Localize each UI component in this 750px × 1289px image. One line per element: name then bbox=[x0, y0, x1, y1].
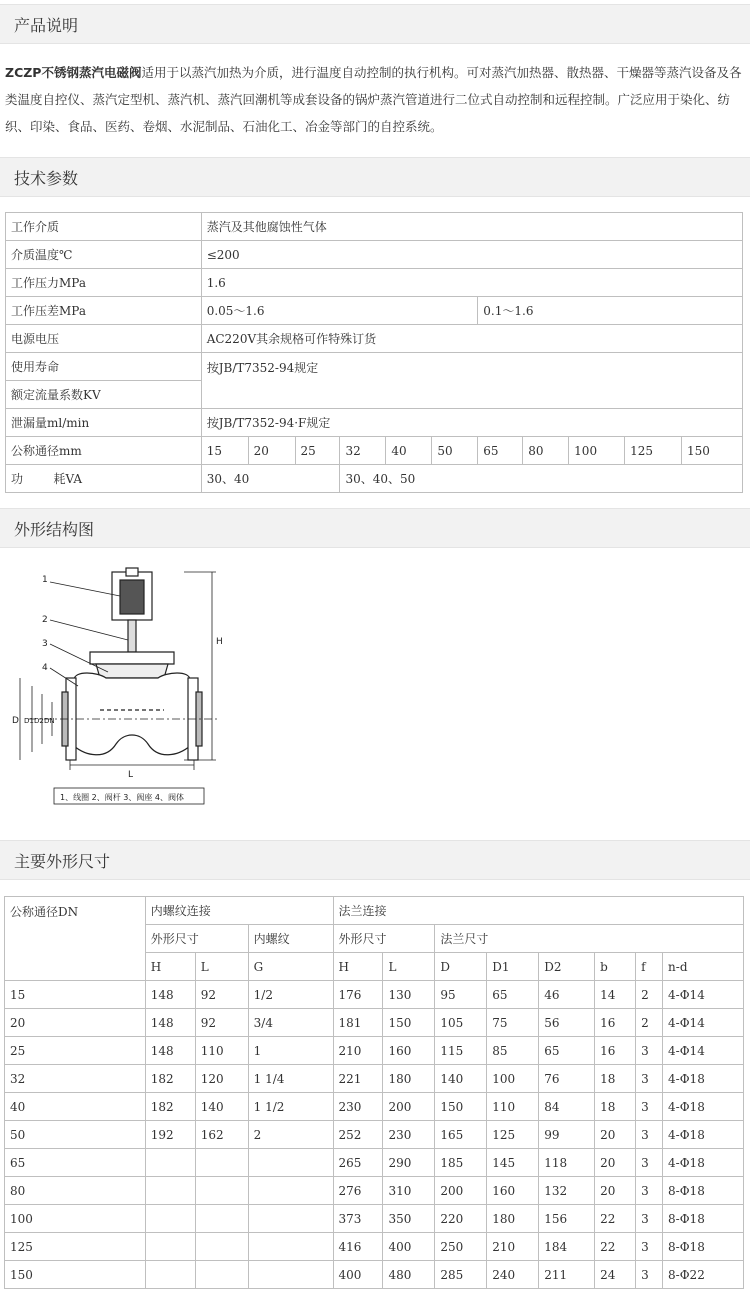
dim-label-l: L bbox=[128, 770, 134, 780]
table-cell: 4-Φ14 bbox=[663, 1009, 744, 1037]
table-row bbox=[5, 1121, 744, 1149]
table-cell: 18 bbox=[595, 1065, 636, 1093]
table-cell: 3 bbox=[636, 1065, 663, 1093]
table-cell: 148 bbox=[145, 1009, 195, 1037]
param-label: 电源电压 bbox=[6, 325, 202, 353]
table-cell: 2 bbox=[636, 1009, 663, 1037]
table-cell bbox=[248, 1177, 333, 1205]
section-header-tech bbox=[0, 157, 750, 197]
header-outline: 外形尺寸 bbox=[333, 925, 435, 953]
table-cell: 95 bbox=[435, 981, 487, 1009]
dn-cell: 15 bbox=[5, 981, 146, 1009]
table-cell: 185 bbox=[435, 1149, 487, 1177]
dn-cell: 80 bbox=[5, 1177, 146, 1205]
table-cell: 221 bbox=[333, 1065, 383, 1093]
table-cell: 100 bbox=[487, 1065, 539, 1093]
table-cell bbox=[248, 1261, 333, 1289]
table-cell: 148 bbox=[145, 1037, 195, 1065]
callout-3: 3 bbox=[42, 639, 48, 649]
table-cell: 1/2 bbox=[248, 981, 333, 1009]
table-cell bbox=[248, 1149, 333, 1177]
table-cell: 115 bbox=[435, 1037, 487, 1065]
intro-paragraph bbox=[0, 50, 750, 140]
table-cell: 1 bbox=[248, 1037, 333, 1065]
dn-cell: 50 bbox=[5, 1121, 146, 1149]
table-cell: 181 bbox=[333, 1009, 383, 1037]
table-cell: 150 bbox=[383, 1009, 435, 1037]
param-value: 0.1～1.6 bbox=[478, 297, 743, 325]
table-cell: 20 bbox=[595, 1149, 636, 1177]
valve-structure-diagram bbox=[8, 560, 233, 810]
dn-cell: 125 bbox=[5, 1233, 146, 1261]
dn-value: 40 bbox=[386, 437, 432, 465]
column-header: D2 bbox=[539, 953, 595, 981]
table-row bbox=[5, 1149, 744, 1177]
param-value: 按JB/T7352-94规定 bbox=[201, 353, 742, 409]
table-cell: 125 bbox=[487, 1121, 539, 1149]
table-cell: 156 bbox=[539, 1205, 595, 1233]
table-row bbox=[6, 353, 743, 381]
table-cell: 14 bbox=[595, 981, 636, 1009]
dn-value: 20 bbox=[248, 437, 295, 465]
table-cell: 290 bbox=[383, 1149, 435, 1177]
dn-cell: 20 bbox=[5, 1009, 146, 1037]
dn-value: 150 bbox=[682, 437, 743, 465]
table-cell: 4-Φ14 bbox=[663, 981, 744, 1009]
table-row bbox=[6, 269, 743, 297]
table-cell: 210 bbox=[487, 1233, 539, 1261]
table-cell: 1 1/4 bbox=[248, 1065, 333, 1093]
table-row bbox=[6, 241, 743, 269]
dn-value: 100 bbox=[569, 437, 625, 465]
table-cell: 16 bbox=[595, 1037, 636, 1065]
table-cell: 3 bbox=[636, 1037, 663, 1065]
section-title: 主要外形尺寸 bbox=[14, 851, 111, 871]
table-cell: 182 bbox=[145, 1093, 195, 1121]
section-header-intro bbox=[0, 4, 750, 44]
table-cell: 285 bbox=[435, 1261, 487, 1289]
table-cell: 4-Φ14 bbox=[663, 1037, 744, 1065]
param-value: 30、40、50 bbox=[340, 465, 743, 493]
table-cell: 99 bbox=[539, 1121, 595, 1149]
param-value: ≤200 bbox=[201, 241, 742, 269]
section-header-diagram bbox=[0, 508, 750, 548]
column-header: L bbox=[195, 953, 248, 981]
dn-cell: 100 bbox=[5, 1205, 146, 1233]
table-cell: 130 bbox=[383, 981, 435, 1009]
table-cell: 276 bbox=[333, 1177, 383, 1205]
table-cell: 3 bbox=[636, 1233, 663, 1261]
table-cell: 20 bbox=[595, 1177, 636, 1205]
param-label: 额定流量系数KV bbox=[6, 381, 202, 409]
table-cell: 16 bbox=[595, 1009, 636, 1037]
table-cell: 252 bbox=[333, 1121, 383, 1149]
table-cell bbox=[195, 1233, 248, 1261]
table-cell: 145 bbox=[487, 1149, 539, 1177]
table-cell: 3 bbox=[636, 1205, 663, 1233]
table-cell bbox=[145, 1149, 195, 1177]
table-cell: 180 bbox=[487, 1205, 539, 1233]
table-cell: 4-Φ18 bbox=[663, 1093, 744, 1121]
table-cell: 373 bbox=[333, 1205, 383, 1233]
table-row bbox=[5, 1205, 744, 1233]
diagram-legend: 1、线圈 2、阀杆 3、阀座 4、阀体 bbox=[60, 793, 184, 802]
table-cell: 56 bbox=[539, 1009, 595, 1037]
table-cell: 240 bbox=[487, 1261, 539, 1289]
table-cell: 192 bbox=[145, 1121, 195, 1149]
table-cell: 92 bbox=[195, 981, 248, 1009]
table-cell: 22 bbox=[595, 1233, 636, 1261]
table-cell: 85 bbox=[487, 1037, 539, 1065]
table-cell: 265 bbox=[333, 1149, 383, 1177]
table-cell: 75 bbox=[487, 1009, 539, 1037]
column-header: n-d bbox=[663, 953, 744, 981]
header-thread: 内螺纹连接 bbox=[145, 897, 333, 925]
table-cell: 18 bbox=[595, 1093, 636, 1121]
param-value: AC220V其余规格可作特殊订货 bbox=[201, 325, 742, 353]
param-label: 工作压差MPa bbox=[6, 297, 202, 325]
param-value: 30、40 bbox=[201, 465, 340, 493]
column-header: D bbox=[435, 953, 487, 981]
table-cell: 76 bbox=[539, 1065, 595, 1093]
dim-label-h: H bbox=[216, 637, 223, 647]
param-label: 泄漏量ml/min bbox=[6, 409, 202, 437]
table-row bbox=[6, 437, 743, 465]
table-cell: 92 bbox=[195, 1009, 248, 1037]
section-header-dims bbox=[0, 840, 750, 880]
table-cell: 150 bbox=[435, 1093, 487, 1121]
dim-label-d: D bbox=[12, 716, 19, 726]
table-cell: 65 bbox=[487, 981, 539, 1009]
table-row bbox=[5, 897, 744, 925]
table-cell: 160 bbox=[487, 1177, 539, 1205]
dn-value: 65 bbox=[478, 437, 523, 465]
dn-cell: 40 bbox=[5, 1093, 146, 1121]
table-cell: 2 bbox=[636, 981, 663, 1009]
table-cell bbox=[195, 1205, 248, 1233]
table-cell: 165 bbox=[435, 1121, 487, 1149]
table-row bbox=[6, 325, 743, 353]
table-cell: 140 bbox=[435, 1065, 487, 1093]
product-name: ZCZP不锈钢蒸汽电磁阀 bbox=[5, 65, 142, 80]
dn-value: 32 bbox=[340, 437, 386, 465]
dn-value: 50 bbox=[432, 437, 478, 465]
table-cell: 220 bbox=[435, 1205, 487, 1233]
table-cell: 46 bbox=[539, 981, 595, 1009]
param-value: 1.6 bbox=[201, 269, 742, 297]
callout-4: 4 bbox=[42, 663, 48, 673]
table-cell: 24 bbox=[595, 1261, 636, 1289]
table-cell: 65 bbox=[539, 1037, 595, 1065]
dn-value: 15 bbox=[201, 437, 248, 465]
table-row bbox=[5, 1093, 744, 1121]
table-cell bbox=[145, 1205, 195, 1233]
table-cell: 3 bbox=[636, 1149, 663, 1177]
table-cell: 211 bbox=[539, 1261, 595, 1289]
table-row bbox=[6, 297, 743, 325]
table-cell: 22 bbox=[595, 1205, 636, 1233]
header-flange: 法兰连接 bbox=[333, 897, 744, 925]
table-cell bbox=[248, 1205, 333, 1233]
dim-label-d2: D2 bbox=[34, 717, 44, 725]
column-header: H bbox=[145, 953, 195, 981]
column-header: L bbox=[383, 953, 435, 981]
table-cell: 3 bbox=[636, 1093, 663, 1121]
table-cell: 160 bbox=[383, 1037, 435, 1065]
table-cell bbox=[195, 1261, 248, 1289]
tech-params-table bbox=[5, 212, 743, 493]
param-value: 按JB/T7352-94·F规定 bbox=[201, 409, 742, 437]
header-flange-size: 法兰尺寸 bbox=[435, 925, 744, 953]
table-cell: 4-Φ18 bbox=[663, 1065, 744, 1093]
table-cell: 3 bbox=[636, 1177, 663, 1205]
param-label: 公称通径mm bbox=[6, 437, 202, 465]
param-label: 使用寿命 bbox=[6, 353, 202, 381]
table-cell: 480 bbox=[383, 1261, 435, 1289]
table-cell: 400 bbox=[383, 1233, 435, 1261]
table-cell bbox=[195, 1149, 248, 1177]
table-cell: 230 bbox=[333, 1093, 383, 1121]
table-row bbox=[5, 1009, 744, 1037]
dimensions-table bbox=[4, 896, 744, 1289]
column-header: b bbox=[595, 953, 636, 981]
table-row bbox=[5, 1037, 744, 1065]
table-cell bbox=[145, 1177, 195, 1205]
dn-cell: 150 bbox=[5, 1261, 146, 1289]
table-row bbox=[5, 1177, 744, 1205]
column-header: H bbox=[333, 953, 383, 981]
header-inner-thread: 内螺纹 bbox=[248, 925, 333, 953]
table-cell: 8-Φ18 bbox=[663, 1177, 744, 1205]
table-cell: 132 bbox=[539, 1177, 595, 1205]
dn-cell: 65 bbox=[5, 1149, 146, 1177]
table-cell: 120 bbox=[195, 1065, 248, 1093]
table-cell: 3 bbox=[636, 1261, 663, 1289]
table-cell: 200 bbox=[383, 1093, 435, 1121]
header-dn: 公称通径DN bbox=[5, 897, 146, 981]
table-row bbox=[5, 981, 744, 1009]
table-cell bbox=[248, 1233, 333, 1261]
table-row bbox=[6, 213, 743, 241]
dn-value: 125 bbox=[625, 437, 682, 465]
table-cell: 3/4 bbox=[248, 1009, 333, 1037]
table-cell: 8-Φ18 bbox=[663, 1205, 744, 1233]
table-cell: 8-Φ22 bbox=[663, 1261, 744, 1289]
callout-2: 2 bbox=[42, 615, 48, 625]
table-cell bbox=[145, 1233, 195, 1261]
table-row bbox=[5, 1233, 744, 1261]
table-cell: 20 bbox=[595, 1121, 636, 1149]
table-cell bbox=[145, 1261, 195, 1289]
dim-label-dn: DN bbox=[44, 717, 55, 725]
dn-cell: 25 bbox=[5, 1037, 146, 1065]
table-cell: 118 bbox=[539, 1149, 595, 1177]
table-cell: 250 bbox=[435, 1233, 487, 1261]
dn-value: 25 bbox=[295, 437, 340, 465]
param-label: 工作压力MPa bbox=[6, 269, 202, 297]
column-header: D1 bbox=[487, 953, 539, 981]
table-cell: 184 bbox=[539, 1233, 595, 1261]
param-label: 工作介质 bbox=[6, 213, 202, 241]
table-cell bbox=[195, 1177, 248, 1205]
table-row bbox=[6, 465, 743, 493]
callout-1: 1 bbox=[42, 575, 48, 585]
table-row bbox=[5, 1065, 744, 1093]
table-cell: 2 bbox=[248, 1121, 333, 1149]
table-cell: 8-Φ18 bbox=[663, 1233, 744, 1261]
param-value: 蒸汽及其他腐蚀性气体 bbox=[201, 213, 742, 241]
dn-cell: 32 bbox=[5, 1065, 146, 1093]
table-cell: 84 bbox=[539, 1093, 595, 1121]
table-cell: 350 bbox=[383, 1205, 435, 1233]
table-cell: 182 bbox=[145, 1065, 195, 1093]
dn-value: 80 bbox=[523, 437, 569, 465]
param-value: 0.05～1.6 bbox=[201, 297, 478, 325]
table-cell: 230 bbox=[383, 1121, 435, 1149]
table-cell: 310 bbox=[383, 1177, 435, 1205]
table-row bbox=[6, 409, 743, 437]
param-label: 介质温度℃ bbox=[6, 241, 202, 269]
table-cell: 4-Φ18 bbox=[663, 1149, 744, 1177]
column-header: G bbox=[248, 953, 333, 981]
table-row bbox=[5, 1261, 744, 1289]
section-title: 技术参数 bbox=[14, 168, 79, 188]
table-cell: 140 bbox=[195, 1093, 248, 1121]
table-cell: 110 bbox=[195, 1037, 248, 1065]
table-cell: 3 bbox=[636, 1121, 663, 1149]
table-cell: 180 bbox=[383, 1065, 435, 1093]
table-cell: 200 bbox=[435, 1177, 487, 1205]
table-cell: 148 bbox=[145, 981, 195, 1009]
section-title: 外形结构图 bbox=[14, 519, 95, 539]
table-cell: 110 bbox=[487, 1093, 539, 1121]
column-header: f bbox=[636, 953, 663, 981]
table-cell: 162 bbox=[195, 1121, 248, 1149]
table-cell: 176 bbox=[333, 981, 383, 1009]
table-cell: 400 bbox=[333, 1261, 383, 1289]
intro-text: 适用于以蒸汽加热为介质，进行温度自动控制的执行机构。可对蒸汽加热器、散热器、干燥器等蒸汽设备及各类温度自控仪、蒸汽定型机、蒸汽机、蒸汽回潮机等成套设备的锅炉蒸汽管道进行二位式自动控制和远程控制。广泛应用于染化、纺织、印染、食品、医药、卷烟、水泥制品、石油化工、冶金等部门的自控系统。 bbox=[5, 65, 742, 134]
table-cell: 1 1/2 bbox=[248, 1093, 333, 1121]
section-title: 产品说明 bbox=[14, 15, 79, 35]
table-cell: 4-Φ18 bbox=[663, 1121, 744, 1149]
table-cell: 105 bbox=[435, 1009, 487, 1037]
table-cell: 416 bbox=[333, 1233, 383, 1261]
dim-label-d1: D1 bbox=[24, 717, 34, 725]
table-cell: 210 bbox=[333, 1037, 383, 1065]
header-outline: 外形尺寸 bbox=[145, 925, 248, 953]
param-label: 功 耗VA bbox=[6, 465, 202, 493]
